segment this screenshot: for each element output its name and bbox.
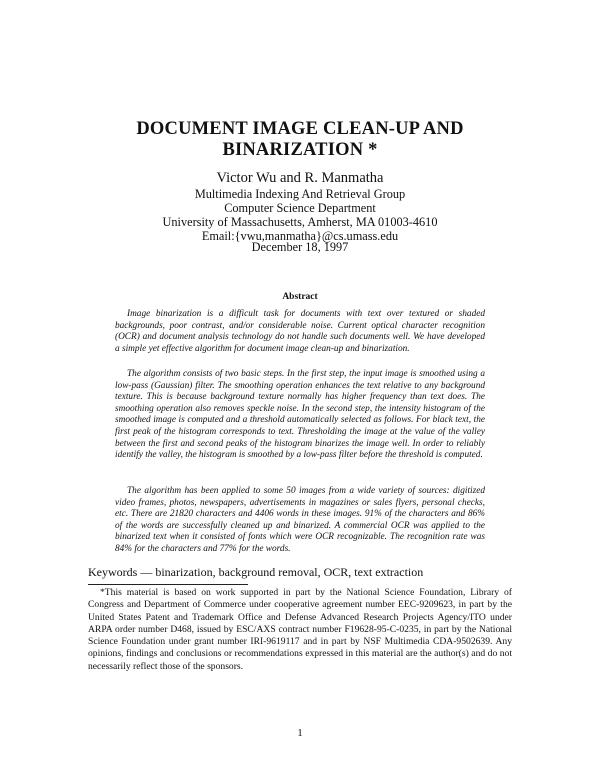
abstract-text: The algorithm has been applied to some 50 images from a wide variety of sources: digitized video frames, photos, newspapers, advertisements in magazines or sales flyers, personal checks, etc. There are 21820 characters and 4406 words in these images. 91% of the characters and 86% of the words are successfully cleaned up and binarized. A commercial OCR was applied to the binarized text when it consisted of fonts which were OCR recognizable. The recognition rate was 84% for the characters and 77% for the words.	[115, 486, 485, 554]
affiliation-university: University of Massachusetts, Amherst, MA 01003-4610	[162, 215, 438, 229]
keywords: Keywords — binarization, background removal, OCR, text extraction	[88, 565, 424, 579]
affiliation-department: Computer Science Department	[224, 201, 376, 215]
abstract-text: Image binarization is a difficult task for documents with text over textured or shaded backgrounds, poor contrast, and/or considerable noise. Current optical character recognition (OCR) and document analysis technology do not handle such documents well. We have developed a simple yet effective algorithm for document image clean-up and binarization.	[115, 309, 485, 354]
abstract-text: The algorithm consists of two basic steps. In the first step, the input image is smoothed using a low-pass (Gaussian) filter. The smoothing operation enhances the text relative to any background texture. This is because background texture normally has higher frequency than text does. The smoothing operation also removes speckle noise. In the second step, the intensity histogram of the smoothed image is computed and a threshold automatically selected as follows. For black text, the first peak of the histogram corresponds to text. Thresholding the image at the value of the valley between the first and second peaks of the histogram binarizes the image well. In order to reliably identify the valley, the histogram is smoothed by a low-pass filter before the threshold is computed.	[115, 369, 485, 461]
affiliation-group: Multimedia Indexing And Retrieval Group	[194, 187, 406, 201]
paper-title-line-2: BINARIZATION *	[222, 140, 378, 160]
author-email: Email:{vwu,manmatha}@cs.umass.edu	[201, 229, 399, 243]
footnote-text: *This material is based on work supported in part by the National Science Foundation, Library of Congress and Department of Commerce under cooperative agreement number EEC-9209623, in part by the United States Patent and Trademark Office and Defense Advanced Research Projects Agency/ITO under ARPA order number D468, issued by ESC/AXS contract number F19628-95-C-0235, in part by the National Science Foundation under grant number IRI-9619117 and in part by NSF Multimedia CDA-9502639. Any opinions, findings and conclusions or recommendations expressed in this material are the author(s) and do not necessarily reflect those of the sponsors.	[88, 587, 512, 672]
footnote	[88, 587, 512, 673]
authors: Victor Wu and R. Manmatha	[216, 170, 384, 186]
abstract-paragraph-1	[115, 309, 485, 355]
abstract-heading: Abstract	[282, 292, 318, 302]
page-number: 1	[297, 727, 303, 739]
abstract-paragraph-2	[115, 369, 485, 462]
abstract-paragraph-3	[115, 486, 485, 556]
paper-date: December 18, 1997	[251, 240, 349, 254]
paper-title-line-1: DOCUMENT IMAGE CLEAN-UP AND	[136, 119, 464, 139]
footnote-divider	[88, 584, 248, 585]
